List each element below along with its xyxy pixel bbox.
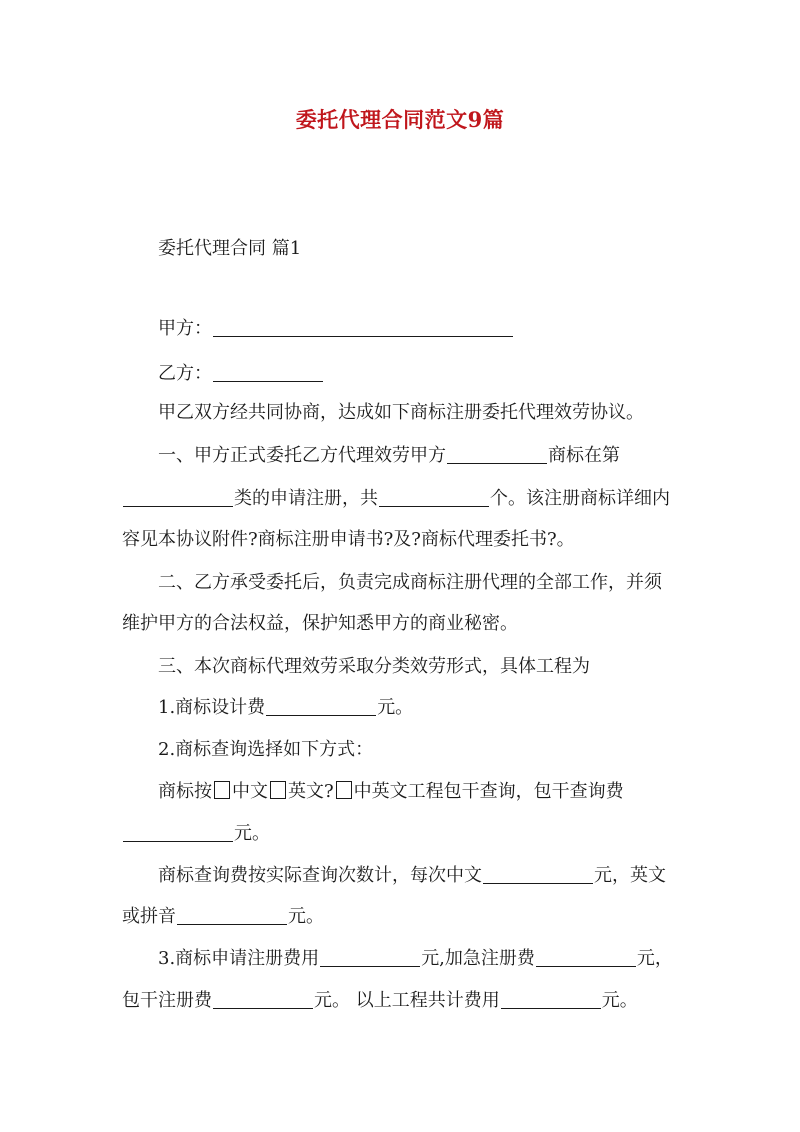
item2-line: 2.商标查询选择如下方式： (158, 739, 374, 760)
package-query-fee-blank (123, 823, 233, 842)
intro-paragraph: 甲乙双方经共同协商，达成如下商标注册委托代理效劳协议。 (158, 402, 644, 423)
query-fee-line (122, 821, 270, 847)
party-b-line (158, 361, 324, 387)
chinese-checkbox[interactable] (214, 781, 230, 799)
query-fee-unit: 元。 (234, 823, 270, 844)
registration-fee-blank (320, 948, 420, 967)
query-option-text: 商标按 (158, 781, 212, 802)
party-a-label: 甲方： (158, 318, 212, 339)
clause1-text-d: 个。该注册商标详细内 (490, 488, 670, 509)
clause1-line2 (122, 486, 670, 512)
query-count-text: 商标查询费按实际查询次数计，每次中文 (158, 865, 482, 886)
count-blank (379, 488, 489, 507)
package-fee-blank (213, 990, 313, 1009)
clause2-line1: 二、乙方承受委托后，负责完成商标注册代理的全部工作，并须 (158, 572, 662, 593)
express-fee-blank (536, 948, 636, 967)
item1-line (158, 695, 413, 721)
bilingual-checkbox[interactable] (336, 781, 352, 799)
item3-line1 (158, 946, 673, 972)
clause2-line2: 维护甲方的合法权益，保护知悉甲方的商业秘密。 (122, 613, 518, 634)
clause1-text-a: 一、甲方正式委托乙方代理效劳甲方 (158, 445, 446, 466)
english-label: 英文? (288, 781, 334, 802)
item1-unit: 元。 (377, 697, 414, 718)
bilingual-label: 中英文工程包干查询，包干查询费 (353, 781, 624, 802)
party-b-label: 乙方： (158, 363, 212, 384)
clause1-text-b: 商标在第 (548, 445, 620, 466)
trademark-name-blank (447, 445, 547, 464)
total-fee-text: 元。 以上工程共计费用 (314, 990, 500, 1011)
total-fee-unit: 元。 (601, 990, 638, 1011)
express-fee-text: 元,加急注册费 (421, 948, 535, 969)
chinese-label: 中文 (232, 781, 268, 802)
total-fee-blank (501, 990, 601, 1009)
party-b-blank (213, 363, 323, 382)
clause1-text-c: 类的申请注册，共 (234, 488, 378, 509)
clause3-heading: 三、本次商标代理效劳采取分类效劳形式，具体工程为 (158, 656, 590, 677)
english-checkbox[interactable] (270, 781, 286, 799)
pinyin-fee-blank (177, 906, 287, 925)
pinyin-label: 或拼音 (122, 906, 176, 927)
chinese-query-fee-blank (483, 865, 593, 884)
express-fee-unit: 元， (636, 948, 673, 969)
item1-text: 1.商标设计费 (158, 697, 266, 718)
party-a-line (158, 316, 514, 342)
clause1-line3: 容见本协议附件?商标注册申请书?及?商标代理委托书?。 (122, 529, 575, 550)
registration-fee-text: 3.商标申请注册费用 (158, 948, 320, 969)
party-a-blank (213, 318, 513, 337)
clause1-line1 (158, 443, 620, 469)
design-fee-blank (266, 697, 376, 716)
class-number-blank (123, 488, 233, 507)
document-title: 委托代理合同范文9篇 (295, 107, 505, 132)
query-count-line2 (122, 904, 324, 930)
section-title: 委托代理合同 篇1 (158, 238, 302, 259)
package-fee-text: 包干注册费 (122, 990, 212, 1011)
query-count-text-b: 元，英文 (594, 865, 666, 886)
pinyin-unit: 元。 (288, 906, 324, 927)
item3-line2 (122, 988, 638, 1014)
query-option-line (158, 779, 624, 805)
query-count-line1 (158, 863, 666, 889)
